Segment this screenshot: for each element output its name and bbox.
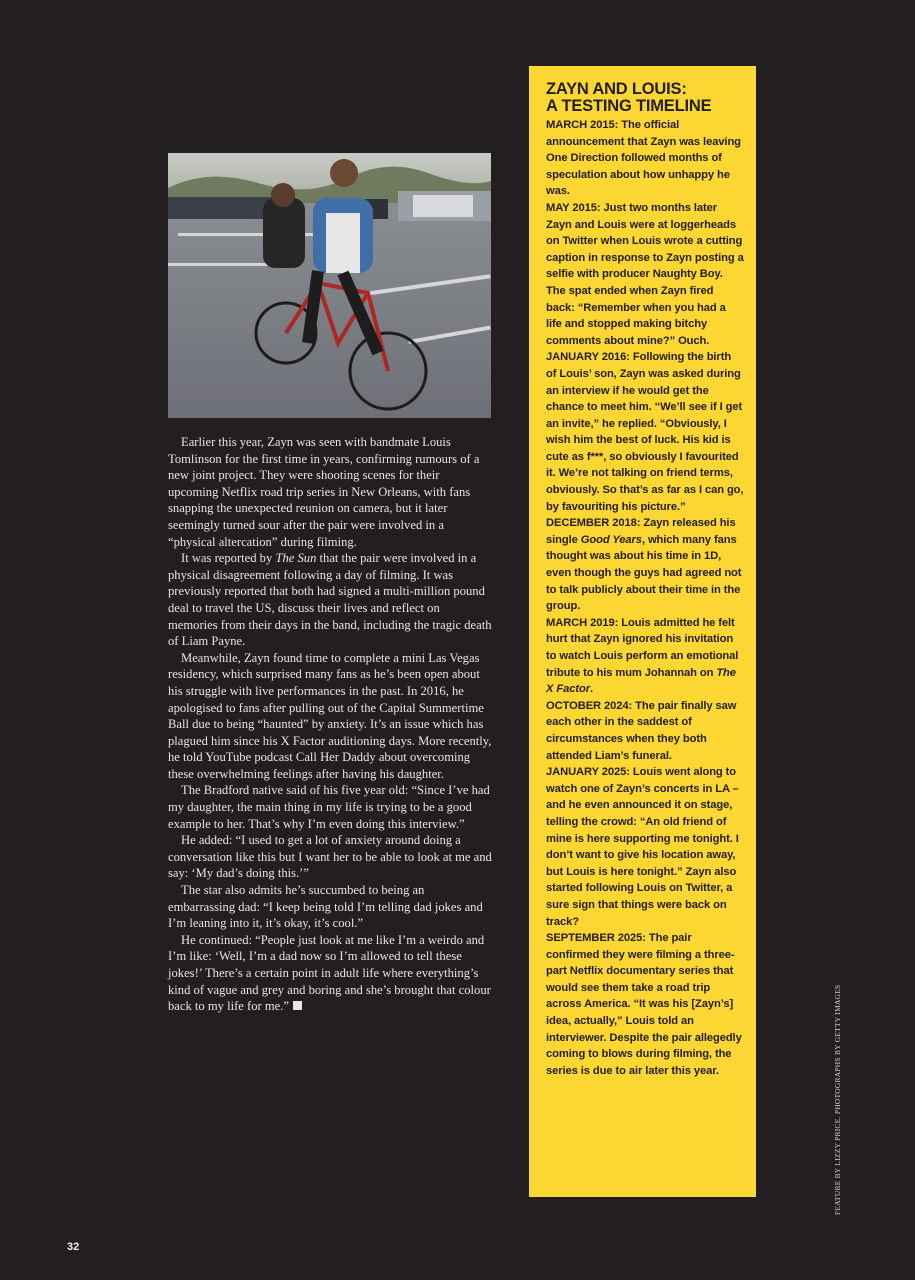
timeline-entry	[546, 200, 744, 349]
sidebar-title-line: A TESTING TIMELINE	[546, 97, 712, 115]
timeline-sidebar	[529, 66, 756, 1197]
timeline-entry	[546, 698, 744, 764]
timeline-text: The pair confirmed they were filming a three-part Netflix documentary series that would see them take a road trip across America. “It was his [Zayn’s] idea, actually,” Louis told an interviewer. Despite the pair allegedly coming to blows during filming, the series is due to air later this year.	[546, 932, 742, 1077]
article-paragraph: The star also admits he’s succumbed to being an embarrassing dad: “I keep being told I’m telling dad jokes and I’m leaning into it, it’s okay, it’s cool.”	[168, 883, 483, 931]
timeline-text: Zayn released his single Good Years, which many fans thought was about his time in 1D, even though the guys had agreed not to talk publicly about their time in the group.	[546, 517, 742, 613]
article-paragraph-text: He continued: “People just look at me like I’m a weirdo and I’m like: ‘Well, I’m a dad now so I’m allowed to tell these jokes!’ There’s a certain point in adult life where everything’s kind of vague and grey and boring and she’s brought that colour back to my life for me.”	[168, 932, 491, 1014]
timeline-body	[546, 117, 744, 1079]
timeline-date: MAY 2015:	[546, 201, 601, 214]
timeline-text: Just two months later Zayn and Louis were at loggerheads on Twitter when Louis wrote a cutting caption in response to Zayn posting a selfie with producer Naughty Boy. The spat ended when Zayn fired back: “Remember when you had a life and stopped making bitchy comments about mine?” Ouch.	[546, 201, 744, 347]
timeline-date: OCTOBER 2024:	[546, 699, 633, 712]
article-paragraph	[168, 932, 492, 1015]
article-body	[168, 434, 492, 1015]
timeline-text: The pair finally saw each other in the saddest of circumstances when they both attended Liam’s funeral.	[546, 699, 737, 762]
tandem-photo-illustration	[168, 153, 491, 418]
article-paragraph: Earlier this year, Zayn was seen with bandmate Louis Tomlinson for the first time in years, confirming rumours of a new joint project. They were shooting scenes for their upcoming Netflix road trip series in New Orleans, with fans snapping the unexpected reunion on camera, but it later seemingly turned sour after the pair were involved in a “physical altercation” during filming.	[168, 435, 480, 549]
timeline-text: The official announcement that Zayn was leaving One Direction followed months of speculation about how unhappy he was.	[546, 119, 741, 198]
timeline-entry	[546, 515, 744, 615]
timeline-entry	[546, 764, 744, 930]
timeline-date: JANUARY 2016:	[546, 351, 630, 364]
timeline-date: MARCH 2019:	[546, 616, 619, 629]
sidebar-title	[546, 81, 744, 115]
timeline-entry	[546, 615, 744, 698]
article-paragraph: The Bradford native said of his five year old: “Since I’ve had my daughter, the main thing in my life is trying to be a good example to her. That’s why I’m even doing this interview.”	[168, 783, 490, 831]
end-mark-icon	[293, 1001, 302, 1010]
timeline-entry	[546, 930, 744, 1079]
page-number: 32	[67, 1241, 80, 1253]
timeline-entry	[546, 117, 744, 200]
article-paragraph: It was reported by The Sun that the pair were involved in a physical disagreement following a day of filming. It was previously reported that both had signed a multi-million pound deal to travel the US, discuss their lives and reflect on memories from their days in the band, including the tragic death of Liam Payne.	[168, 551, 492, 649]
timeline-date: MARCH 2015:	[546, 119, 619, 131]
article-paragraph: Meanwhile, Zayn found time to complete a mini Las Vegas residency, which surprised many fans as he’s been open about his struggle with live performances in the past. In 2016, he apologised to fans after pulling out of the Capital Summertime Ball due to being “haunted” by anxiety. It’s an issue which has plagued him since his X Factor auditioning days. More recently, he told YouTube podcast Call Her Daddy about overcoming these overwhelming feelings after having his daughter.	[168, 650, 492, 781]
timeline-text: Louis went along to watch one of Zayn’s concerts in LA – and he even announced it on stage, telling the crowd: “An old friend of mine is here supporting me tonight. I don’t want to give his location away, but Louis is here tonight.” Zayn also started following Louis on Twitter, a sure sign that things were back on track?	[546, 766, 739, 928]
timeline-text: Following the birth of Louis’ son, Zayn was asked during an interview if he would get the chance to meet him. “We’ll see if I get an invite,” he replied. “Obviously, I wish him the best of luck. His kid is cute as f***, so obviously I favourited it. We’re not talking on friend terms, obviously. So that’s as far as I can go, by favouriting his picture.”	[546, 351, 744, 513]
article-paragraph: He added: “I used to get a lot of anxiety around doing a conversation like this but I want her to be able to look at me and say: ‘My dad’s doing this.’”	[168, 833, 492, 881]
timeline-entry	[546, 349, 744, 515]
photo-credit: FEATURE BY LIZZY PRICE. PHOTOGRAPHS BY GETTY IMAGES	[833, 984, 842, 1215]
tandem-photo	[168, 153, 491, 418]
timeline-date: SEPTEMBER 2025:	[546, 932, 646, 945]
sidebar-title-line: ZAYN AND LOUIS:	[546, 80, 687, 98]
timeline-date: JANUARY 2025:	[546, 766, 630, 779]
timeline-text: Louis admitted he felt hurt that Zayn ignored his invitation to watch Louis perform an emotional tribute to his mum Johannah on The X Factor.	[546, 616, 739, 696]
timeline-date: DECEMBER 2018:	[546, 517, 641, 530]
